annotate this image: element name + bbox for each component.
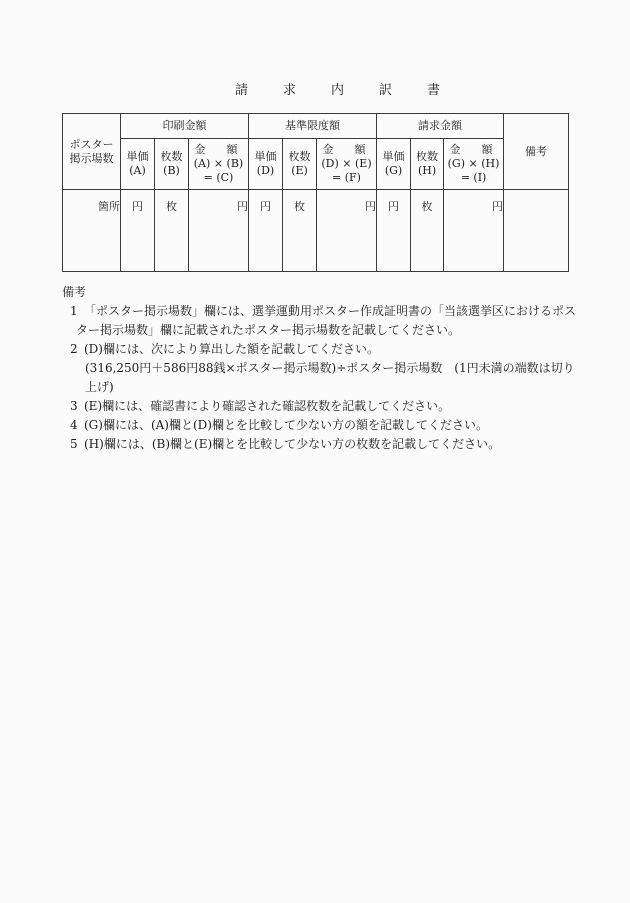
cell-unit-price-d-unit: 円 <box>249 190 283 272</box>
group-header-printing-amount: 印刷金額 <box>121 114 249 139</box>
header-line: (G) × (H) <box>447 157 500 170</box>
cell-remarks-empty <box>504 190 569 272</box>
note-item-number: 2 <box>70 342 78 356</box>
header-line: 金 額 <box>194 143 243 156</box>
header-line: (A) × (B) <box>193 157 244 170</box>
poster-count-header-line2: 掲示場数 <box>69 151 114 165</box>
note-item-text: (H)欄には、(B)欄と(E)欄とを比較して少ない方の枚数を記載してください。 <box>84 437 501 451</box>
cell-location-count-unit: 箇所 <box>63 190 121 272</box>
note-item-number: 5 <box>70 437 78 451</box>
cell-amount-i-unit: 円 <box>444 190 504 272</box>
header-line: = (C) <box>203 171 234 184</box>
notes-label: 備考 <box>62 285 87 299</box>
header-line: 枚数 <box>416 150 439 163</box>
header-line: (D) <box>256 164 275 177</box>
note-item-text: (E)欄には、確認書により確認された確認枚数を記載してください。 <box>84 399 451 413</box>
group-header-billing-amount: 請求金額 <box>377 114 504 139</box>
note-item-2-line-3 <box>62 378 602 397</box>
cell-sheets-h-unit: 枚 <box>411 190 444 272</box>
poster-count-header-line1: ポスター <box>69 137 114 151</box>
cell-unit-price-a-unit: 円 <box>121 190 155 272</box>
note-item-1-line-2 <box>62 321 602 340</box>
header-line: 単価 <box>382 150 405 163</box>
note-item-text: (D)欄には、次により算出した額を記載してください。 <box>84 342 379 356</box>
note-item-text: (316,250円＋586円88銭×ポスター掲示場数)÷ポスター掲示場数 (1円未満の端数は切り <box>85 361 575 375</box>
header-line: 単価 <box>126 150 149 163</box>
note-item-1-line-1 <box>62 302 602 321</box>
header-line: 枚数 <box>160 150 183 163</box>
header-line: (E) <box>291 164 308 177</box>
document-title: 請 求 内 訳 書 <box>235 83 452 98</box>
note-item-number: 3 <box>70 399 78 413</box>
invoice-breakdown-table <box>62 113 569 272</box>
cell-amount-f-unit: 円 <box>317 190 377 272</box>
note-item-3-line-1 <box>62 397 602 416</box>
col-header-amount-f <box>317 139 377 190</box>
note-item-5-line-1 <box>62 435 602 454</box>
col-header-sheets-b <box>155 139 189 190</box>
col-header-sheets-h <box>411 139 444 190</box>
col-header-unit-price-d <box>249 139 283 190</box>
header-line: (B) <box>163 164 180 177</box>
note-item-2-line-1 <box>62 340 602 359</box>
note-item-text: 上げ) <box>85 380 114 394</box>
header-line: (H) <box>417 164 437 177</box>
poster-count-header <box>63 114 121 190</box>
col-header-amount-i <box>444 139 504 190</box>
header-line: (A) <box>129 164 146 177</box>
cell-sheets-e-unit: 枚 <box>283 190 317 272</box>
header-line: = (I) <box>460 171 487 184</box>
header-line: (D) × (E) <box>321 157 372 170</box>
header-line: 枚数 <box>288 150 311 163</box>
notes-section <box>62 283 602 454</box>
header-line: = (F) <box>332 171 361 184</box>
col-header-unit-price-g <box>377 139 411 190</box>
cell-amount-c-unit: 円 <box>189 190 249 272</box>
col-header-amount-c <box>189 139 249 190</box>
note-item-4-line-1 <box>62 416 602 435</box>
cell-sheets-b-unit: 枚 <box>155 190 189 272</box>
note-item-2-line-2 <box>62 359 602 378</box>
note-item-text: ター掲示場数」欄に記載されたポスター掲示場数を記載してください。 <box>76 323 461 337</box>
note-item-number: 1 <box>70 304 78 318</box>
header-line: (G) <box>384 164 403 177</box>
remarks-header: 備考 <box>504 114 569 190</box>
header-line: 金 額 <box>449 143 498 156</box>
group-header-standard-limit: 基準限度額 <box>249 114 377 139</box>
col-header-sheets-e <box>283 139 317 190</box>
note-item-number: 4 <box>70 418 78 432</box>
note-item-text: (G)欄には、(A)欄と(D)欄とを比較して少ない方の額を記載してください。 <box>84 418 488 432</box>
header-line: 金 額 <box>322 143 371 156</box>
header-line: 単価 <box>254 150 277 163</box>
note-item-text: 「ポスター掲示場数」欄には、選挙運動用ポスター作成証明書の「当該選挙区におけるポス <box>84 304 577 318</box>
col-header-unit-price-a <box>121 139 155 190</box>
cell-unit-price-g-unit: 円 <box>377 190 411 272</box>
